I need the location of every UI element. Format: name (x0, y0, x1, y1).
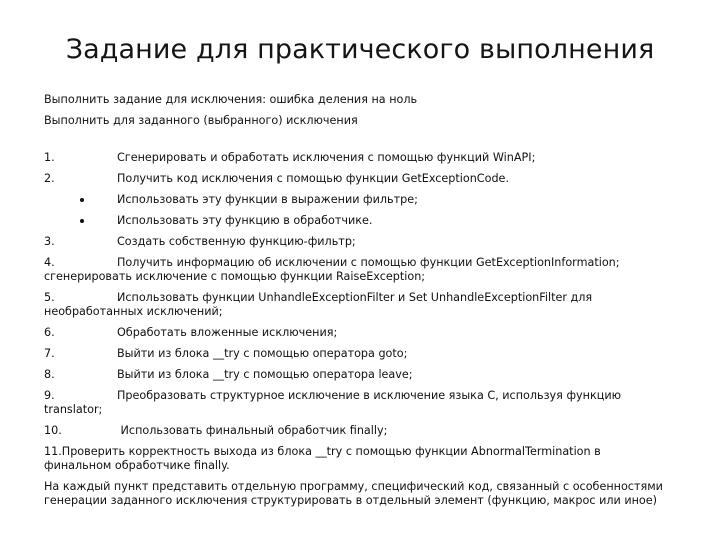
item-number: 1. (44, 151, 55, 164)
slide-body (44, 93, 684, 515)
item-text: Создать собственную функцию-фильтр; (117, 235, 356, 248)
item-text: Использовать функции UnhandleExceptionFilter и Set UnhandleExceptionFilter для (117, 291, 593, 304)
item-text: Обработать вложенные исключения; (117, 326, 338, 339)
item-continuation: необработанных исключений; (44, 305, 223, 318)
item-text: Преобразовать структурное исключение в исключение языка С, используя функцию (117, 389, 622, 402)
bullet-text: Использовать эту функции в выражении фильтре; (117, 193, 418, 206)
item-text: Сгенерировать и обработать исключения с помощью функций WinAPI; (117, 151, 536, 164)
list-item (44, 256, 684, 284)
item-text: Использовать финальный обработчик finally; (117, 424, 388, 437)
slide-title: Задание для практического выполнения (65, 34, 655, 65)
item-number: 8. (44, 368, 55, 381)
list-item (44, 368, 684, 382)
list-item (44, 424, 684, 438)
list-item (44, 172, 684, 186)
closing-line: На каждый пункт представить отдельную программу, специфический код, связанный с особенностями (44, 480, 663, 493)
item-continuation: сгенерировать исключение с помощью функции RaiseException; (44, 270, 426, 283)
item-text: Выйти из блока __try с помощью оператора goto; (117, 347, 408, 360)
item-number: 2. (44, 172, 55, 185)
list-item (44, 235, 684, 249)
spacer (44, 135, 684, 151)
item-number: 10. (44, 424, 62, 437)
item-number: 3. (44, 235, 55, 248)
list-item (44, 326, 684, 340)
item-number: 9. (44, 389, 55, 402)
item-text: Получить информацию об исключении с помощью функции GetExceptionInformation; (117, 256, 620, 269)
list-item-11 (44, 445, 684, 473)
item-number: 6. (44, 326, 55, 339)
item-number: 7. (44, 347, 55, 360)
list-item (44, 347, 684, 361)
list-item (44, 291, 684, 319)
item-number: 5. (44, 291, 55, 304)
intro-line: Выполнить для заданного (выбранного) исключения (44, 114, 358, 127)
item-continuation: translator; (44, 403, 103, 416)
item-number: 4. (44, 256, 55, 269)
bullet-item (44, 193, 684, 207)
bullet-item (44, 214, 684, 228)
item-text: Выйти из блока __try с помощью оператора leave; (117, 368, 413, 381)
item-11-line: финальном обработчике finally. (44, 459, 230, 472)
intro-line: Выполнить задание для исключения: ошибка деления на ноль (44, 93, 418, 106)
item-text: Получить код исключения с помощью функции GetExceptionCode. (117, 172, 509, 185)
closing-paragraph (44, 480, 684, 508)
closing-line: генерации заданного исключения структурировать в отдельный элемент (функцию, макрос или иное) (44, 494, 658, 507)
list-item (44, 151, 684, 165)
list-item (44, 389, 684, 417)
bullet-text: Использовать эту функцию в обработчике. (117, 214, 373, 227)
item-11-line: 11.Проверить корректность выхода из блока __try с помощью функции AbnormalTermination в (44, 445, 601, 458)
